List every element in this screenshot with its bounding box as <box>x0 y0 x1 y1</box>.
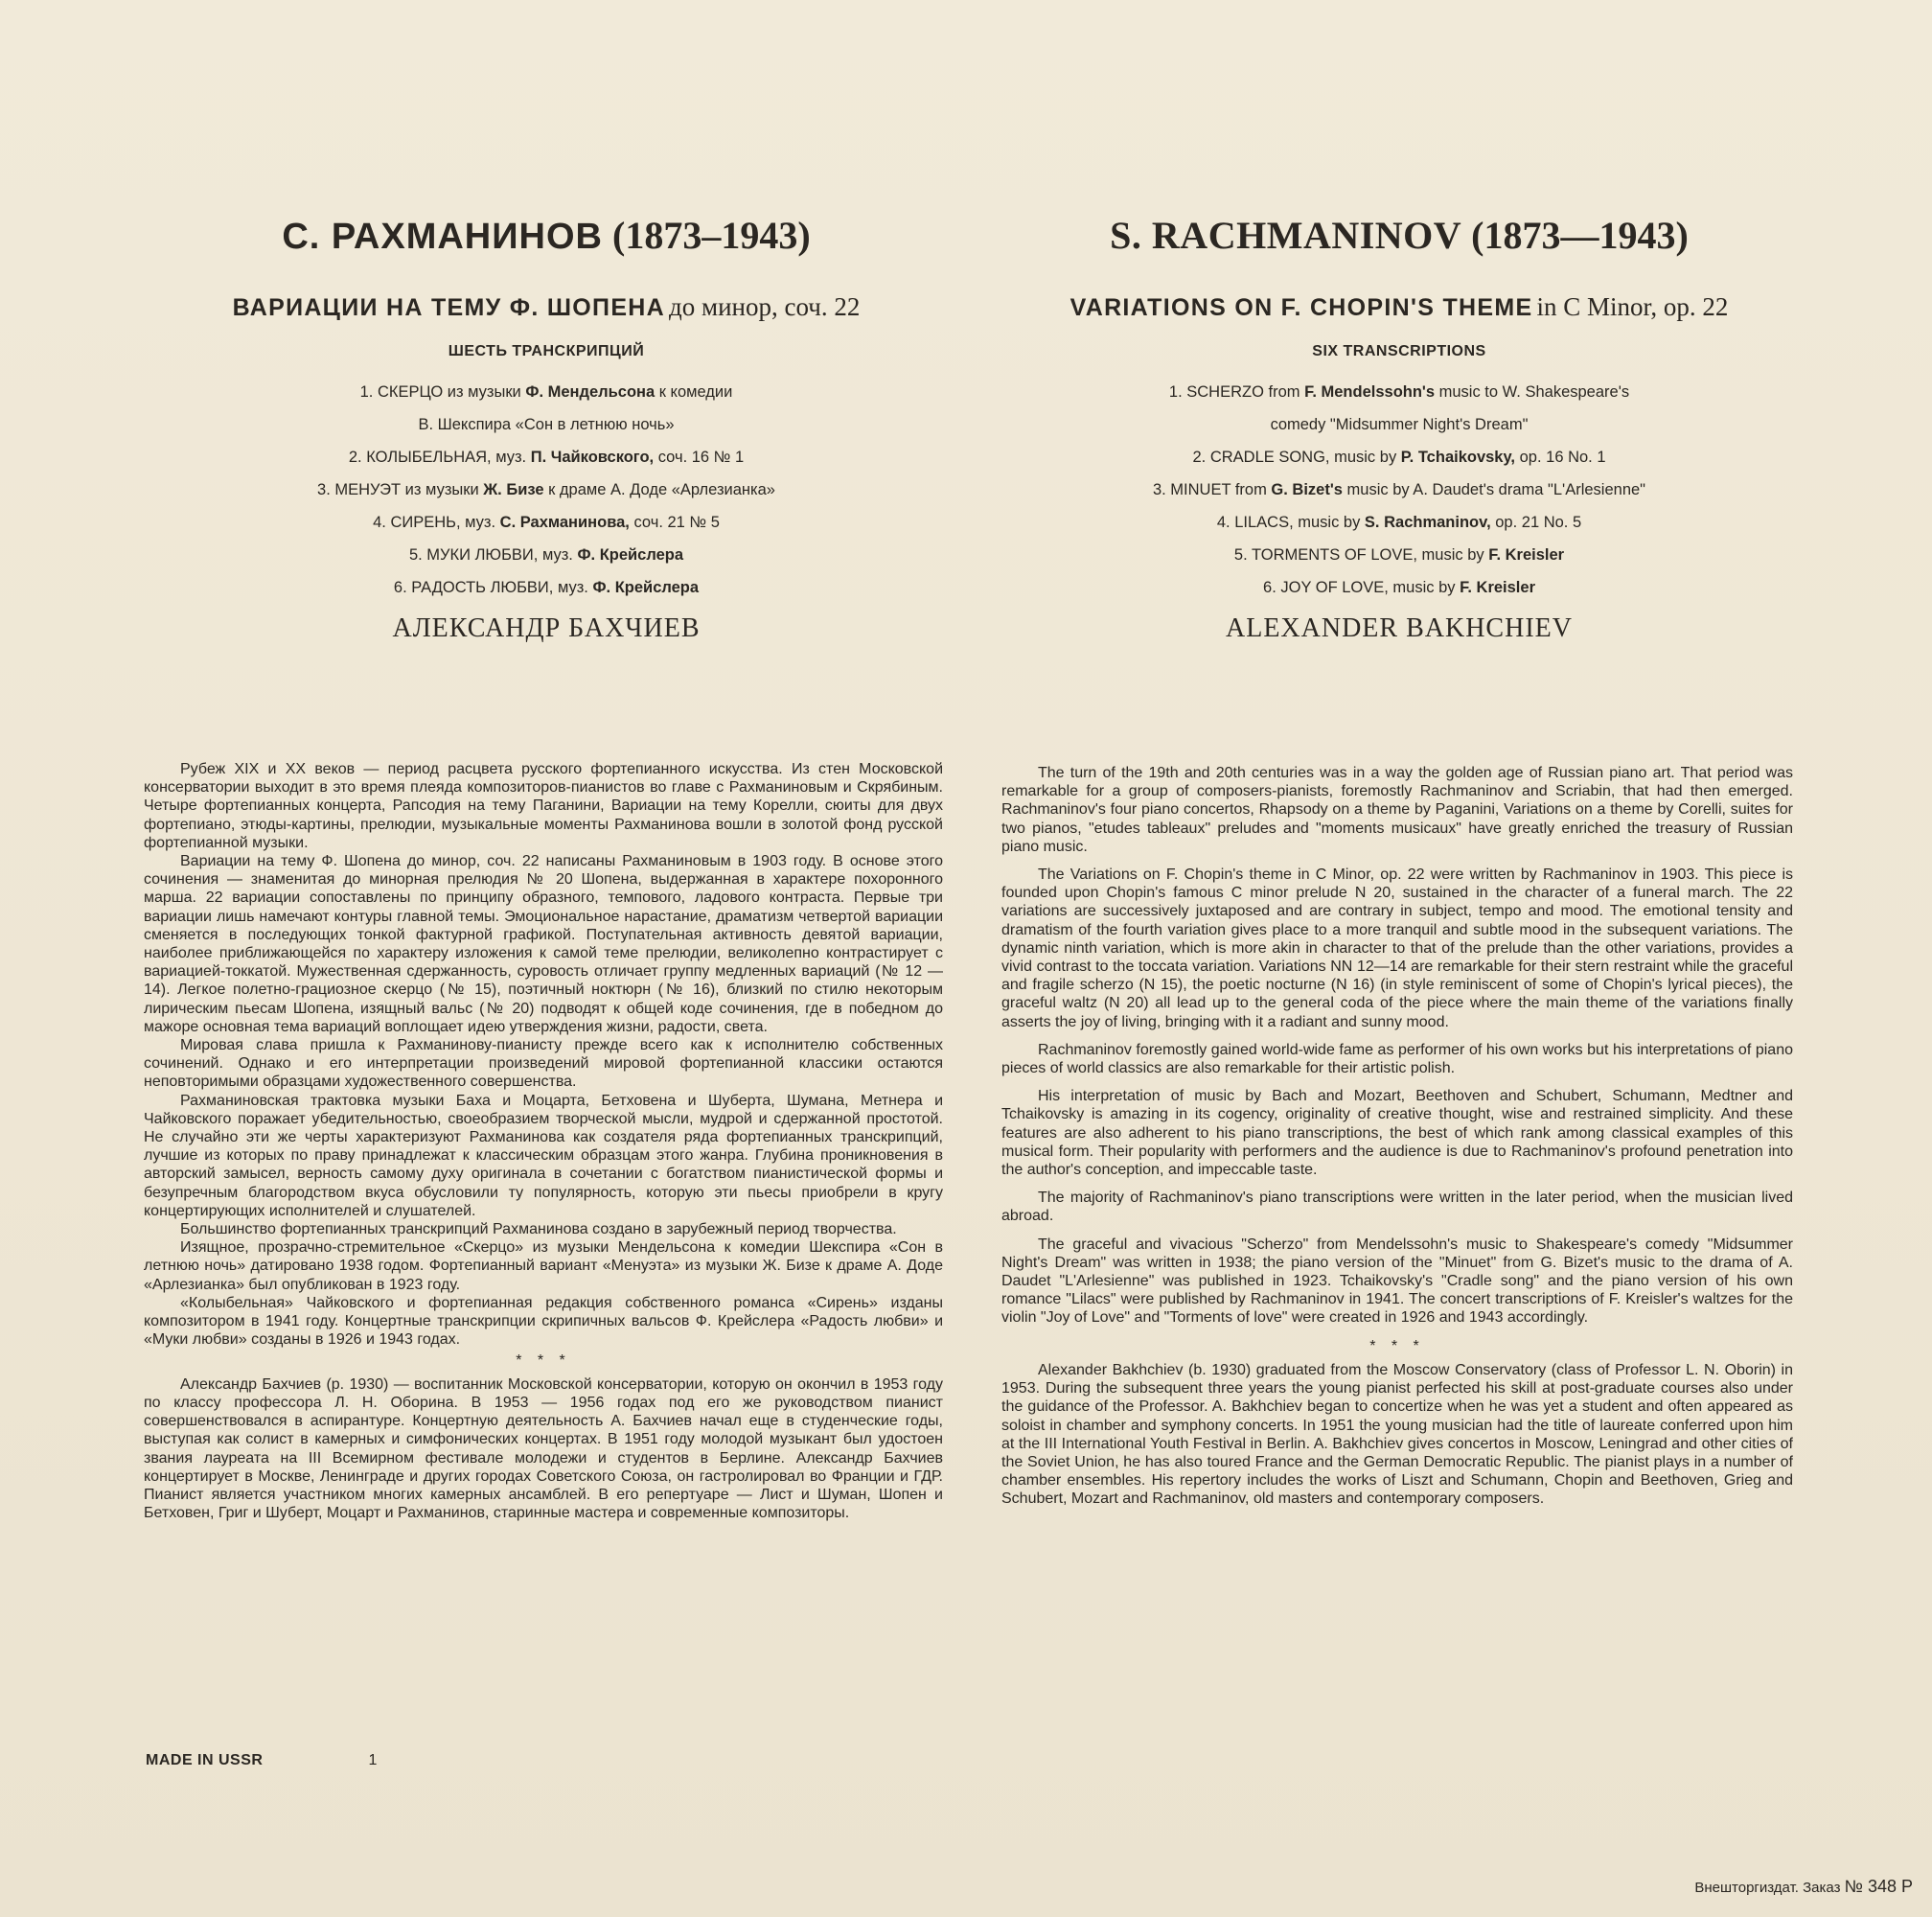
ru-track-list <box>144 376 949 604</box>
en-work-plain: in C Minor, op. 22 <box>1536 292 1729 321</box>
ru-paragraph: Большинство фортепианных транскрипций Рахманинова создано в зарубежный период творчества. <box>180 1221 897 1238</box>
ru-paragraph: «Колыбельная» Чайковского и фортепианная редакция собственного романса «Сирень» изданы композитором в 1941 году. Концертные транскрипции скрипичных вальсов Ф. Крейслера «Радость любви» и «Муки любви» созданы в 1926 и 1943 годах. <box>144 1294 943 1349</box>
en-body-text <box>1001 764 1793 1518</box>
ru-work-plain: до минор, соч. 22 <box>669 292 861 321</box>
ru-paragraph: Александр Бахчиев (р. 1930) — воспитанник Московской консерватории, которую он окончил в 1953 году по классу профессора Л. Н. Оборина. В 1953 — 1956 годах под его же руководством пианист совершенствовался в аспирантуре. Концертную деятельность А. Бахчиев начал еще в студенческие годы, выступая как солист в камерных и симфонических концертах. В 1951 году молодой музыкант был удостоен звания лауреата на III Всемирном фестивале молодежи и студентов в Берлине. Александр Бахчиев концертирует в Москве, Ленинграде и других городах Советского Союза, он гастролировал во Франции и ГДР. Пианист является участником многих камерных ансамблей. В его репертуаре — Лист и Шуман, Шопен и Бетховен, Григ и Шуберт, Моцарт и Рахманинов, старинные мастера и современные композиторы. <box>144 1375 943 1522</box>
ru-paragraph: Вариации на тему Ф. Шопена до минор, соч. 22 написаны Рахманиновым в 1903 году. В основе этого сочинения — знаменитая до минорная прелюдия № 20 Шопена, выдержанная в характере похоронного марша. 22 вариации сопоставлены по принципу образного, темпового, ладового контраста. Первые три вариации лишь намечают контуры главной темы. Эмоциональное нарастание, драматизм четвертой вариации сменяется в последующих тонкой фактурной графикой. Поступательная активность девятой вариации, наиболее приближающейся по характеру изложения к самой теме прелюдии, великолепно контрастирует с вариацией-токкатой. Мужественная сдержанность, суровость отличает группу медленных вариаций (№ 12 — 14). Легкое полетно-грациозное скерцо (№ 15), поэтичный ноктюрн (№ 16), близкий по стилю некоторым лирическим пьесам Шопена, изящный вальс (№ 20) подводят к общей коде сочинения, где в победном до мажоре основная тема вариаций воплощает идею утверждения жизни, радости, света. <box>144 853 943 1035</box>
en-paragraph: The Variations on F. Chopin's theme in C Minor, op. 22 were written by Rachmaninov in 1903. This piece is founded upon Chopin's famous C minor prelude N 20, sustained in the character of a funeral march. The 22 variations are successively juxtaposed and are contrary in subject, tempo and mood. The emotional tensity and dramatism of the fourth variation gives place to a more tranquil and subtle mood in the subsequent variations. The dynamic ninth variation, which is more akin in character to that of the prelude than the other variations, provides a vivid contrast to the toccata variation. Variations NN 12—14 are remarkable for their stern restraint while the graceful and fragile scherzo (N 15), the poetic nocturne (N 16) (in style reminiscent of some of Chopin's lyrical pieces), the graceful waltz (N 20) all lead up to the general coda of the piece where the main theme of the variations finally asserts the joy of living, bringing with it a radiant and sunny mood. <box>1001 866 1793 1030</box>
ru-separator: * * * <box>516 1351 571 1369</box>
made-in-footer <box>146 1752 378 1769</box>
ru-paragraph: Рубеж XIX и XX веков — период расцвета русского фортепианного искусства. Из стен Московской консерватории выходит в это время плеяда композиторов-пианистов во главе с Рахманиновым и Скрябиным. Четыре фортепианных концерта, Рапсодия на тему Паганини, Вариации на тему Корелли, сюиты для двух фортепиано, этюды-картины, прелюдии, музыкальные моменты Рахманинова вошли в золотой фонд русской фортепианной музыки. <box>144 761 943 851</box>
en-track: comedy "Midsummer Night's Dream" <box>1270 416 1529 433</box>
made-in-label: MADE IN USSR <box>146 1752 264 1768</box>
ru-body-text <box>144 760 943 1522</box>
en-paragraph: The graceful and vivacious "Scherzo" from Mendelssohn's music to Shakespeare's comedy "Midsummer Night's Dream" was written in 1938; the piano version of the "Minuet" from G. Bizet's music to the drama of A. Daudet "L'Arlesienne" was published in 1923. Tchaikovsky's "Cradle song" and the piano version of his own romance "Lilacs" were published by Rachmaninov in 1941. The concert transcriptions of F. Kreisler's waltzes for the violin "Joy of Love" and "Torments of love" were created in 1926 and 1943 accordingly. <box>1001 1236 1793 1327</box>
en-track: 5. TORMENTS OF LOVE, music by F. Kreisler <box>1233 546 1565 564</box>
en-track: 2. CRADLE SONG, music by P. Tchaikovsky, op. 16 No. 1 <box>1192 449 1606 466</box>
order-number: № 348 Р <box>1844 1877 1913 1896</box>
en-performer: ALEXANDER BAKHCHIEV <box>1226 613 1573 643</box>
en-track: 6. JOY OF LOVE, music by F. Kreisler <box>1263 579 1535 596</box>
en-paragraph: His interpretation of music by Bach and Mozart, Beethoven and Schubert, Schumann, Medtner and Tchaikovsky is amazing in its cogency, originality of creative thought, wise and restrained simplicity. And these features are also adherent to his piano transcriptions, the best of which rank among classical examples of this musical form. Their popularity with performers and the audience is due to Rachmaninov's profound penetration into the author's conception, and impeccable taste. <box>1001 1088 1793 1179</box>
ru-paragraph: Мировая слава пришла к Рахманинову-пианисту прежде всего как к исполнителю собственных сочинений. Однако и его интерпретации произведений мировой фортепианной классики остаются неповторимыми образцами художественного совершенства. <box>144 1037 943 1091</box>
ru-title <box>144 213 949 258</box>
en-work-title <box>1001 292 1797 322</box>
en-paragraph: The turn of the 19th and 20th centuries was in a way the golden age of Russian piano art. That period was remarkable for a group of composers-pianists, foremostly Rachmaninov and Scriabin, that had then emerged. Rachmaninov's four piano concertos, Rhapsody on a theme by Paganini, Variations on a theme by Corelli, suites for two pianos, "etudes tableaux" preludes and "moments musicaux" have greatly enriched the treasury of Russian piano music. <box>1001 765 1793 855</box>
en-years: (1873—1943) <box>1471 214 1689 257</box>
ru-track: 6. РАДОСТЬ ЛЮБВИ, муз. Ф. Крейслера <box>393 579 700 596</box>
ru-track: 1. СКЕРЦО из музыки Ф. Мендельсона к комедии <box>359 383 733 401</box>
ru-paragraph: Рахманиновская трактовка музыки Баха и Моцарта, Бетховена и Шуберта, Шумана, Метнера и Чайковского поражает убедительностью, своеобразием творческой мысли, мудрой и сдержанной простотой. Не случайно эти же черты характеризуют Рахманинова как создателя ряда фортепианных транскрипций, лучшие из которых по праву принадлежат к классическим образцам этого жанра. Глубина проникновения в авторский замысел, верность самому духу оригинала в сочетании с богатством пианистической формы и безупречным благородством вкуса обусловили ту популярность, которую эти пьесы приобрели в кругу концертирующих исполнителей и слушателей. <box>144 1092 943 1219</box>
en-section-heading: SIX TRANSCRIPTIONS <box>1312 343 1486 359</box>
ru-track: 4. СИРЕНЬ, муз. С. Рахманинова, соч. 21 № 5 <box>373 514 720 531</box>
en-composer: S. RACHMANINOV <box>1110 214 1462 257</box>
ru-section-heading: ШЕСТЬ ТРАНСКРИПЦИЙ <box>448 343 645 359</box>
ru-work-title <box>144 292 949 322</box>
en-paragraph: The majority of Rachmaninov's piano transcriptions were written in the later period, when the musician lived abroad. <box>1001 1189 1793 1225</box>
ru-track: В. Шекспира «Сон в летнюю ночь» <box>418 416 675 433</box>
en-track: 4. LILACS, music by S. Rachmaninov, op. 21 No. 5 <box>1216 514 1582 531</box>
english-column <box>1001 0 1797 1725</box>
page-number: 1 <box>368 1752 378 1768</box>
russian-column <box>144 0 949 1725</box>
order-label: Внешторгиздат. Заказ <box>1694 1880 1841 1896</box>
ru-track: 3. МЕНУЭТ из музыки Ж. Бизе к драме А. Доде «Арлезианка» <box>317 481 775 498</box>
ru-years: (1873–1943) <box>612 214 811 257</box>
ru-work-bold: ВАРИАЦИИ НА ТЕМУ Ф. ШОПЕНА <box>232 294 666 321</box>
en-track: 1. SCHERZO from F. Mendelssohn's music to W. Shakespeare's <box>1168 383 1630 401</box>
ru-track: 5. МУКИ ЛЮБВИ, муз. Ф. Крейслера <box>408 546 684 564</box>
en-track-list <box>1001 376 1797 604</box>
ru-paragraph: Изящное, прозрачно-стремительное «Скерцо» из музыки Мендельсона к комедии Шекспира «Сон в летнюю ночь» датировано 1938 годом. Фортепианный вариант «Менуэта» из музыки Ж. Бизе к драме А. Доде «Арлезианка» был опубликован в 1923 году. <box>144 1239 943 1293</box>
ru-composer: С. РАХМАНИНОВ <box>282 217 603 257</box>
en-title <box>1001 213 1797 258</box>
ru-performer: АЛЕКСАНДР БАХЧИЕВ <box>392 613 701 643</box>
en-paragraph: Rachmaninov foremostly gained world-wide fame as performer of his own works but his interpretations of piano pieces of world classics are also remarkable for their artistic polish. <box>1001 1041 1793 1077</box>
en-work-bold: VARIATIONS ON F. CHOPIN'S THEME <box>1070 294 1533 321</box>
order-footer <box>1694 1877 1913 1897</box>
en-separator: * * * <box>1369 1337 1425 1354</box>
ru-track: 2. КОЛЫБЕЛЬНАЯ, муз. П. Чайковского, соч. 16 № 1 <box>348 449 745 466</box>
en-paragraph: Alexander Bakhchiev (b. 1930) graduated from the Moscow Conservatory (class of Professor L. N. Oborin) in 1953. During the subsequent three years the young pianist perfected his skill at post-graduate courses also under the guidance of the Professor. A. Bakhchiev began to concertize when he was yet a student and often appeared as soloist in chamber and symphony concerts. In 1951 the young musician had the title of laureate conferred upon him at the III International Youth Festival in Berlin. A. Bakhchiev gives concertos in Moscow, Leningrad and other cities of the Soviet Union, he has also toured France and the German Democratic Republic. The pianist plays in a number of chamber ensembles. His repertory includes the works of Liszt and Schumann, Chopin and Beethoven, Grieg and Schubert, Mozart and Rachmaninov, old masters and contemporary composers. <box>1001 1361 1793 1508</box>
en-track: 3. MINUET from G. Bizet's music by A. Daudet's drama "L'Arlesienne" <box>1152 481 1646 498</box>
